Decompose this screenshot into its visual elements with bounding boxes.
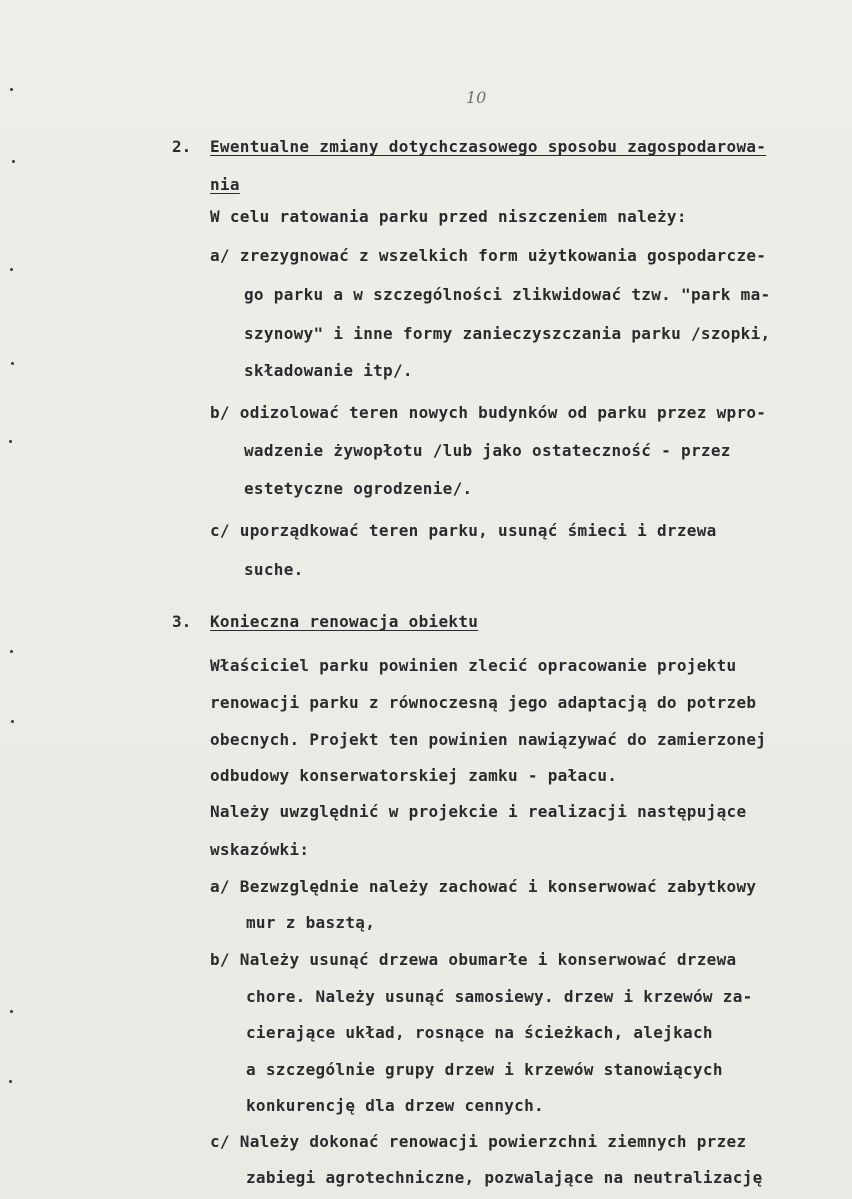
- list-item-line: a/ Bezwzględnie należy zachować i konserwować zabytkowy: [210, 877, 757, 896]
- scan-speck: [11, 720, 14, 723]
- list-item-line: chore. Należy usunąć samosiewy. drzew i krzewów za-: [246, 987, 753, 1006]
- list-item-line: wadzenie żywopłotu /lub jako ostateczność - przez: [244, 441, 731, 460]
- scan-speck: [10, 1010, 13, 1013]
- section-heading: Konieczna renowacja obiektu: [210, 612, 479, 631]
- paragraph-line: obecnych. Projekt ten powinien nawiązywać do zamierzonej: [210, 730, 767, 749]
- scan-speck: [10, 650, 13, 653]
- list-item-line: b/ Należy usunąć drzewa obumarłe i konserwować drzewa: [210, 950, 737, 969]
- list-item-line: konkurencję dla drzew cennych.: [246, 1096, 544, 1115]
- list-item-line: c/ Należy dokonać renowacji powierzchni ziemnych przez: [210, 1132, 747, 1151]
- list-item-line: suche.: [244, 560, 304, 579]
- list-item-line: zabiegi agrotechniczne, pozwalające na neutralizację: [246, 1168, 763, 1187]
- scan-speck: [10, 268, 13, 271]
- list-item-line: c/ uporządkować teren parku, usunąć śmieci i drzewa: [210, 521, 717, 540]
- paragraph-line: Należy uwzględnić w projekcie i realizacji następujące: [210, 802, 747, 821]
- list-item-line: składowanie itp/.: [244, 361, 413, 380]
- scan-speck: [12, 160, 15, 163]
- scan-speck: [9, 1080, 12, 1083]
- section-number: 2.: [172, 137, 192, 156]
- list-item-line: a/ zrezygnować z wszelkich form użytkowania gospodarcze-: [210, 246, 767, 265]
- list-item-line: a szczególnie grupy drzew i krzewów stanowiących: [246, 1060, 723, 1079]
- list-item-line: mur z basztą,: [246, 913, 376, 932]
- list-item-line: b/ odizolować teren nowych budynków od parku przez wpro-: [210, 403, 767, 422]
- paragraph-line: odbudowy konserwatorskiej zamku - pałacu.: [210, 766, 618, 785]
- paragraph-line: wskazówki:: [210, 840, 310, 859]
- paragraph-line: Właściciel parku powinien zlecić opracowanie projektu: [210, 656, 737, 675]
- scan-speck: [9, 440, 12, 443]
- section-intro: W celu ratowania parku przed niszczeniem należy:: [210, 207, 687, 226]
- list-item-line: go parku a w szczególności zlikwidować tzw. "park ma-: [244, 285, 771, 304]
- section-number: 3.: [172, 612, 192, 631]
- section-heading: nia: [210, 175, 240, 194]
- page-number: 10: [466, 88, 487, 107]
- scan-speck: [10, 88, 13, 91]
- list-item-line: estetyczne ogrodzenie/.: [244, 479, 473, 498]
- paragraph-line: renowacji parku z równoczesną jego adaptacją do potrzeb: [210, 693, 757, 712]
- section-heading: Ewentualne zmiany dotychczasowego sposobu zagospodarowa-: [210, 137, 767, 156]
- list-item-line: szynowy" i inne formy zanieczyszczania parku /szopki,: [244, 324, 771, 343]
- list-item-line: cierające układ, rosnące na ścieżkach, alejkach: [246, 1023, 713, 1042]
- scan-speck: [11, 362, 14, 365]
